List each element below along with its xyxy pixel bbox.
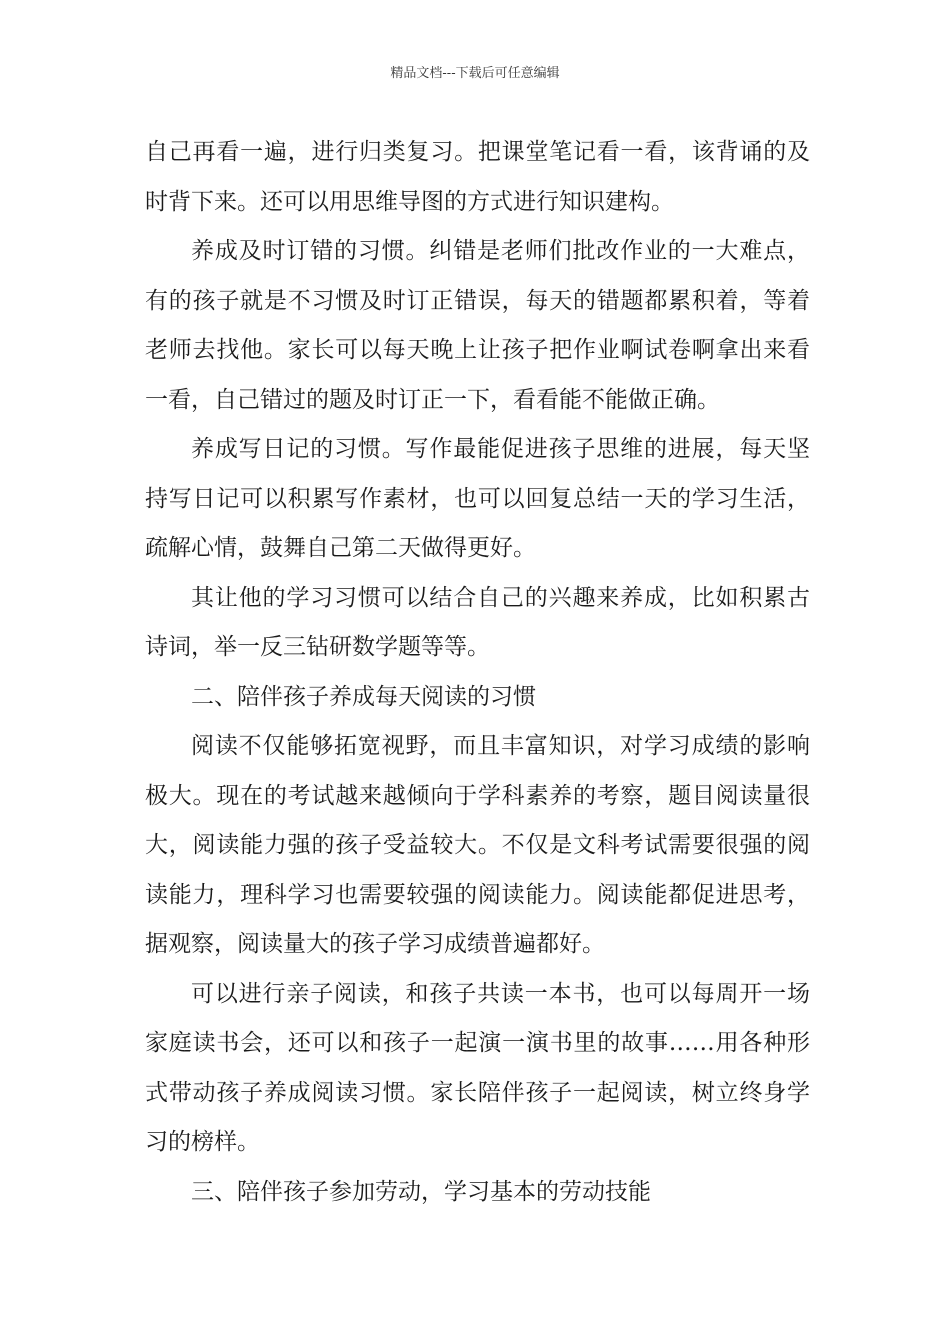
section-heading-reading: 二、陪伴孩子养成每天阅读的习惯 (191, 683, 536, 710)
paragraph-correct-errors: 养成及时订错的习惯。纠错是老师们批改作业的一大难点，有的孩子就是不习惯及时订正错误，每天的错题都累积着，等着老师去找他。家长可以每天晚上让孩子把作业啊试卷啊拿出来看一看，自己错过的题及时订正一下，看看能不能做正确。 (145, 238, 810, 413)
page-header: 精品文档---下载后可任意编辑 (390, 66, 560, 81)
paragraph-reading-benefits: 阅读不仅能够拓宽视野，而且丰富知识，对学习成绩的影响极大。现在的考试越来越倾向于学科素养的考察，题目阅读量很大，阅读能力强的孩子受益较大。不仅是文科考试需要很强的阅读能力，理科学习也需要较强的阅读能力。阅读能都促进思考，据观察，阅读量大的孩子学习成绩普遍都好。 (145, 733, 810, 957)
paragraph-parent-child-reading: 可以进行亲子阅读，和孩子共读一本书，也可以每周开一场家庭读书会，还可以和孩子一起演一演书里的故事……用各种形式带动孩子养成阅读习惯。家长陪伴孩子一起阅读，树立终身学习的榜样。 (145, 980, 810, 1155)
paragraph-review: 自己再看一遍，进行归类复习。把课堂笔记看一看，该背诵的及时背下来。还可以用思维导图的方式进行知识建构。 (145, 139, 810, 215)
section-heading-labor: 三、陪伴孩子参加劳动，学习基本的劳动技能 (191, 1178, 651, 1205)
paragraph-other-habits: 其让他的学习习惯可以结合自己的兴趣来养成，比如积累古诗词，举一反三钻研数学题等等。 (145, 584, 810, 660)
document-body (145, 128, 810, 1217)
paragraph-diary: 养成写日记的习惯。写作最能促进孩子思维的进展，每天坚持写日记可以积累写作素材，也可以回复总结一天的学习生活，疏解心情，鼓舞自己第二天做得更好。 (145, 436, 810, 561)
